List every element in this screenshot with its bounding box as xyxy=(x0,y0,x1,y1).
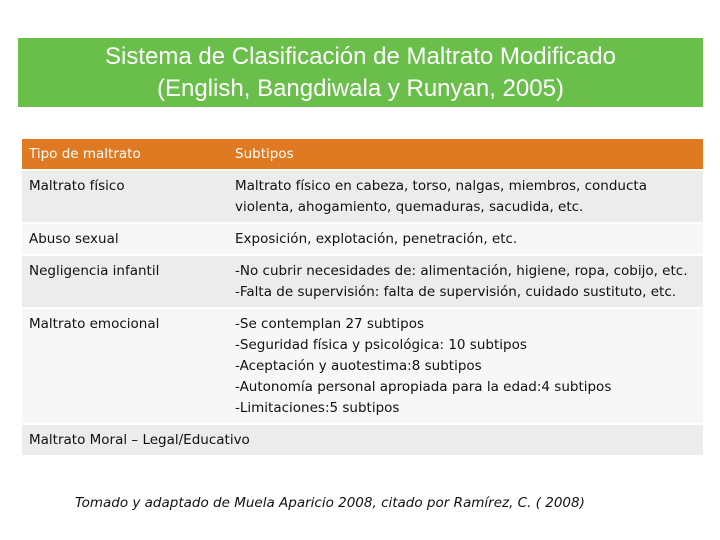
row-subtipos xyxy=(227,255,703,308)
footer-row-label: Maltrato Moral – Legal/Educativo xyxy=(22,424,703,456)
table-footer-row xyxy=(22,424,703,456)
table-row xyxy=(22,223,703,255)
subtipo-line: -Seguridad física y psicológica: 10 subtipos xyxy=(235,337,527,353)
source-caption: Tomado y adaptado de Muela Aparicio 2008, citado por Ramírez, C. ( 2008) xyxy=(75,495,585,511)
subtipo-line: -Limitaciones:5 subtipos xyxy=(235,400,400,416)
header-subtipos: Subtipos xyxy=(227,139,703,170)
header-tipo: Tipo de maltrato xyxy=(22,139,227,170)
title-line-1: Sistema de Clasificación de Maltrato Modificado xyxy=(105,43,616,70)
table-row xyxy=(22,255,703,308)
row-tipo: Maltrato emocional xyxy=(22,308,227,424)
row-tipo: Negligencia infantil xyxy=(22,255,227,308)
row-subtipos xyxy=(227,308,703,424)
table-header-row xyxy=(22,139,703,170)
subtipo-line: Maltrato físico en cabeza, torso, nalgas, miembros, conducta violenta, ahogamiento, quemaduras, sacudida, etc. xyxy=(235,178,647,215)
subtipo-line: Exposición, explotación, penetración, etc. xyxy=(235,231,518,247)
table-row xyxy=(22,170,703,223)
subtipo-line: -No cubrir necesidades de: alimentación, higiene, ropa, cobijo, etc. xyxy=(235,263,688,279)
maltrato-table xyxy=(22,139,703,457)
subtipo-line: -Se contemplan 27 subtipos xyxy=(235,316,424,332)
table-row xyxy=(22,308,703,424)
title-line-2: (English, Bangdiwala y Runyan, 2005) xyxy=(157,75,564,102)
subtipo-line: -Falta de supervisión: falta de supervisión, cuidado sustituto, etc. xyxy=(235,284,677,300)
row-subtipos xyxy=(227,223,703,255)
subtipo-line: -Aceptación y auotestima:8 subtipos xyxy=(235,358,482,374)
subtipo-line: -Autonomía personal apropiada para la edad:4 subtipos xyxy=(235,379,612,395)
title-banner xyxy=(18,38,703,107)
row-subtipos xyxy=(227,170,703,223)
row-tipo: Maltrato físico xyxy=(22,170,227,223)
row-tipo: Abuso sexual xyxy=(22,223,227,255)
